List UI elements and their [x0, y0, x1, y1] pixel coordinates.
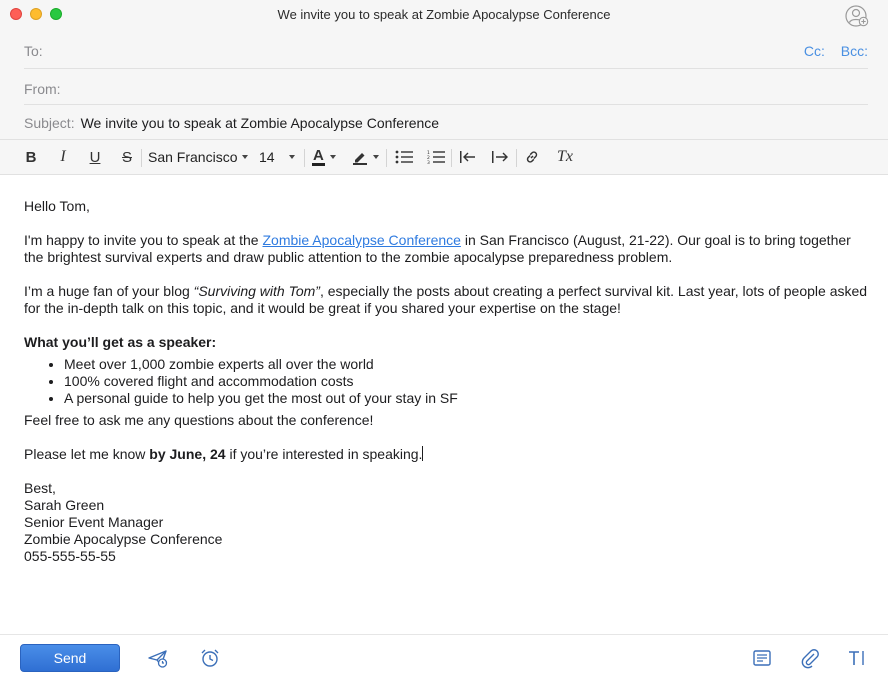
list-item: • A personal guide to help you get the most out of your stay in SF [64, 390, 874, 407]
attachment-icon[interactable] [799, 647, 821, 669]
indent-icon[interactable] [490, 146, 510, 168]
signature-organization: Zombie Apocalypse Conference [24, 531, 223, 547]
paragraph-text: I’m a huge fan of your blog [24, 283, 194, 299]
window-title: We invite you to speak at Zombie Apocalypse Conference [277, 7, 611, 22]
svg-text:3: 3 [427, 161, 430, 164]
toolbar-separator [141, 149, 142, 167]
blog-title: “Surviving with Tom” [193, 283, 320, 299]
bold-icon[interactable]: B [25, 148, 37, 166]
text-cursor [422, 446, 423, 461]
reminder-icon[interactable] [199, 647, 221, 669]
template-icon[interactable] [751, 647, 773, 669]
from-row [24, 81, 868, 105]
paragraph-text: , especially the posts about creating a perfect survival kit. Last year, lots of people asked for the in-depth talk on this topic, and it would be great if you shared your expertise on the stage! [24, 283, 868, 316]
message-body[interactable] [24, 198, 874, 565]
contacts-icon[interactable] [844, 4, 870, 28]
bullet-list-icon[interactable] [394, 146, 414, 168]
signoff: Best, [24, 480, 56, 496]
from-label: From: [24, 81, 61, 97]
outdent-icon[interactable] [458, 146, 478, 168]
benefits-list [64, 356, 874, 407]
format-icon[interactable] [846, 647, 868, 669]
subject-row [24, 115, 868, 139]
toolbar-separator [386, 149, 387, 167]
chevron-down-icon [373, 155, 379, 159]
paragraph-questions: Feel free to ask me any questions about the conference! [24, 412, 374, 428]
benefits-heading: What you’ll get as a speaker: [24, 334, 217, 350]
cc-button[interactable]: Cc: [803, 43, 825, 59]
font-family-value: San Francisco [148, 149, 238, 165]
font-family-select[interactable] [148, 146, 252, 168]
deadline-date: by June, 24 [149, 446, 226, 462]
format-toolbar [0, 139, 888, 175]
conference-link[interactable]: Zombie Apocalypse Conference [262, 232, 461, 248]
compose-header [0, 32, 888, 139]
chevron-down-icon [289, 155, 295, 159]
to-label: To: [24, 43, 43, 59]
compose-footer [0, 634, 888, 673]
clear-format-icon[interactable]: Tx [557, 148, 573, 165]
italic-icon[interactable]: I [60, 148, 66, 165]
toolbar-separator [451, 149, 452, 167]
chevron-down-icon [242, 155, 248, 159]
paragraph-deadline [24, 446, 874, 463]
text-color-icon[interactable] [312, 146, 342, 168]
underline-icon[interactable]: U [89, 148, 101, 166]
chevron-down-icon [330, 155, 336, 159]
svg-text:2: 2 [427, 156, 430, 161]
subject-field[interactable]: We invite you to speak at Zombie Apocalypse Conference [80, 115, 440, 131]
paragraph-text: if you’re interested in speaking. [225, 446, 423, 462]
signature-name: Sarah Green [24, 497, 105, 513]
highlighter-icon [352, 149, 368, 165]
signature-phone: 055-555-55-55 [24, 548, 116, 564]
font-size-select[interactable] [259, 146, 303, 168]
list-item: • Meet over 1,000 zombie experts all over the world [64, 356, 874, 373]
toolbar-separator [516, 149, 517, 167]
toolbar-separator [304, 149, 305, 167]
send-later-icon[interactable] [147, 647, 169, 669]
strikethrough-icon[interactable]: S [121, 148, 132, 166]
highlight-icon[interactable] [352, 146, 382, 168]
paragraph-text: Please let me know [24, 446, 150, 462]
title-bar [0, 0, 888, 32]
numbered-list-icon[interactable] [426, 146, 446, 168]
cc-bcc-links [792, 43, 868, 59]
paragraph-invitation [24, 232, 874, 266]
to-row [24, 43, 868, 69]
link-icon[interactable] [522, 146, 542, 168]
send-button[interactable]: Send [20, 644, 120, 672]
font-size-value: 14 [259, 149, 275, 165]
svg-text:1: 1 [427, 151, 430, 156]
subject-label: Subject: [24, 115, 75, 131]
paragraph-text: I'm happy to invite you to speak at the [24, 232, 263, 248]
paragraph-text: in San Francisco (August, 21-22). Our goal is to bring together the brightest survival experts and draw public attention to the zombie apocalypse preparedness problem. [24, 232, 851, 265]
paragraph-blog [24, 283, 874, 317]
list-item: • 100% covered flight and accommodation costs [64, 373, 874, 390]
bcc-button[interactable]: Bcc: [840, 43, 868, 59]
greeting: Hello Tom, [24, 198, 90, 214]
text-color-glyph: A [313, 146, 324, 164]
signature-title: Senior Event Manager [24, 514, 164, 530]
